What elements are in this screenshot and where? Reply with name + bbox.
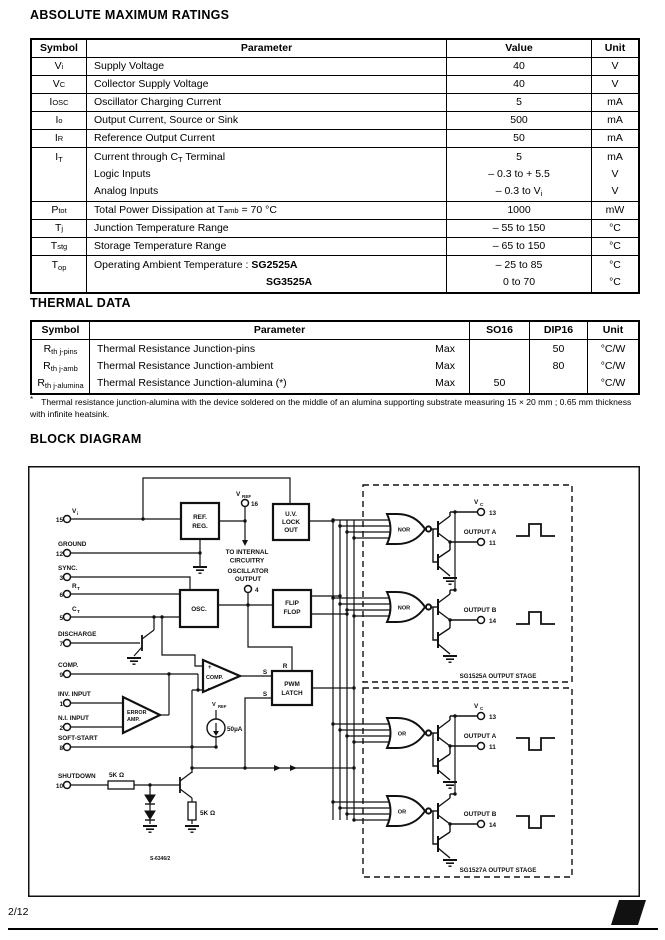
table-row	[32, 238, 638, 256]
footnote	[30, 394, 634, 420]
output-a-label: OUTPUT A	[463, 529, 497, 536]
pin-label-shutdown: SHUTDOWN	[58, 773, 96, 780]
header-symbol: Symbol	[32, 322, 90, 339]
svg-text:i: i	[77, 511, 79, 516]
uv-lockout-label: U.V.	[285, 511, 297, 518]
symbol-cell: T stg	[32, 238, 87, 255]
pin-label-soft-start: SOFT-START	[58, 735, 98, 742]
section-title-thermal-data: THERMAL DATA	[30, 296, 131, 310]
value-cell: 1000	[447, 202, 592, 219]
stage1-label: SG1525A OUTPUT STAGE	[459, 673, 537, 680]
pin-number: 11	[489, 744, 496, 751]
pin-number: 14	[489, 618, 497, 625]
pin-number: 6	[59, 592, 63, 599]
table-row-multiline	[32, 148, 638, 202]
nor-gate-label: NOR	[397, 605, 411, 612]
svg-text:C: C	[480, 502, 484, 507]
pin-label-rt: R	[72, 583, 77, 590]
table-row	[32, 58, 638, 76]
output-b-label: OUTPUT B	[463, 607, 497, 614]
parameter-cell: Current through $C_T$ Terminal Logic Inputs Analog Inputs	[87, 148, 447, 201]
value-cell: 5 – 0.3 to + 5.5 – 0.3 to $V_i$	[447, 148, 592, 201]
pin-number: 12	[55, 551, 63, 558]
oscillator-output-label: OSCILLATOR	[227, 568, 269, 575]
parameter-cell: Supply Voltage	[87, 58, 447, 75]
to-internal-circuitry-label: TO INTERNAL	[225, 549, 269, 556]
symbol-cell: I OSC	[32, 94, 87, 111]
parameter-cell: Output Current, Source or Sink	[87, 112, 447, 129]
unit-cell: mA	[607, 114, 623, 126]
parameter-cell: Collector Supply Voltage	[87, 76, 447, 93]
value-cell: 50	[447, 130, 592, 147]
pin-label-discharge: DISCHARGE	[58, 631, 97, 638]
symbol-cell: $R_{th j-pins}$ $R_{th j-amb}$ $R_{th j-alumina}$	[32, 340, 90, 393]
svg-text:T: T	[77, 609, 80, 614]
unit-cell: °C/W °C/W °C/W	[600, 343, 626, 389]
unit-cell: °C	[609, 222, 621, 234]
svg-text:OUTPUT: OUTPUT	[234, 576, 262, 583]
pin-label-ct: C	[72, 606, 77, 613]
table-row	[32, 94, 638, 112]
value-cell: – 25 to 85 0 to 70	[447, 256, 592, 292]
pin-number: 2	[59, 725, 63, 732]
value-cell: – 65 to 150	[447, 238, 592, 255]
table-row	[32, 76, 638, 94]
pin-number: 5	[59, 615, 63, 622]
parameter-cell: Thermal Resistance Junction-pins Max Thermal Resistance Junction-ambient Max Thermal Resistance Junction-alumina (*) Max	[90, 340, 470, 393]
table-row	[32, 130, 638, 148]
value-cell: – 55 to 150	[447, 220, 592, 237]
vref-source-label: V	[212, 702, 216, 708]
osc-label: OSC.	[191, 606, 207, 613]
header-value: Value	[447, 40, 592, 57]
nor-gate-label: NOR	[397, 527, 411, 534]
st-logo-text: ST	[618, 906, 638, 923]
so16-cell: 50	[470, 340, 530, 393]
symbol-cell: T j	[32, 220, 87, 237]
table-row-multiline	[32, 256, 638, 292]
pin-label-vi: V	[72, 508, 77, 515]
svg-text:REG.: REG.	[192, 523, 208, 530]
svg-text:FLOP: FLOP	[283, 609, 301, 616]
pwm-latch-label: PWM	[284, 681, 300, 688]
pin-label-ground: GROUND	[58, 541, 87, 548]
pin-number: 1	[59, 701, 63, 708]
section-title-block-diagram: BLOCK DIAGRAM	[30, 432, 142, 446]
svg-text:OUT: OUT	[284, 527, 298, 534]
figure-number: S-6346/2	[150, 856, 171, 862]
vc-pin-label: V	[474, 703, 479, 710]
dip16-cell: 50 80	[530, 340, 588, 393]
svg-text:C: C	[480, 706, 484, 711]
block-diagram	[28, 466, 640, 902]
parameter-cell: Junction Temperature Range	[87, 220, 447, 237]
unit-cell: °C °C	[609, 259, 621, 288]
pwm-latch-block	[272, 671, 312, 705]
symbol-cell: I R	[32, 130, 87, 147]
header-parameter: Parameter	[90, 322, 470, 339]
flip-flop-label: FLIP	[285, 600, 299, 607]
svg-text:T: T	[77, 586, 80, 591]
st-logo	[604, 898, 648, 933]
symbol-cell: P tot	[32, 202, 87, 219]
symbol-cell: I o	[32, 112, 87, 129]
svg-text:LOCK: LOCK	[281, 519, 301, 526]
symbol-cell: $I_T$	[32, 148, 87, 201]
svg-text:REF: REF	[242, 494, 252, 499]
parameter-cell: Storage Temperature Range	[87, 238, 447, 255]
value-cell: 40	[447, 58, 592, 75]
svg-text:REF: REF	[218, 704, 227, 709]
current-source-50ua	[207, 719, 225, 737]
pin-number: 9	[59, 672, 63, 679]
unit-cell: V	[611, 78, 619, 90]
latch-r-label: R	[282, 663, 288, 670]
table-header-row	[32, 40, 638, 58]
unit-cell: mA	[607, 132, 623, 144]
block-diagram-svg	[28, 466, 640, 897]
output-a-label: OUTPUT A	[463, 733, 497, 740]
header-so16: SO16	[470, 322, 530, 339]
pin-number: 16	[251, 501, 259, 508]
pin-number: 13	[489, 510, 497, 517]
parameter-cell: Reference Output Current	[87, 130, 447, 147]
unit-cell: mW	[605, 204, 625, 216]
footer-rule	[8, 928, 658, 930]
pin-label-vref: V	[236, 491, 241, 498]
table-row	[32, 220, 638, 238]
pin-number: 15	[55, 517, 63, 524]
footnote-text: Thermal resistance junction-alumina with the device soldered on the middle of an alumina supporting substrate measuring 15 × 20 mm ; 0.65 mm thickness with infinite heatsink.	[30, 397, 632, 419]
pin-label-sync: SYNC.	[58, 565, 78, 572]
resistor-label: 5K Ω	[109, 772, 125, 779]
parameter-cell: Operating Ambient Temperature : SG2525A SG3525A	[87, 256, 447, 292]
resistor-label: 5K Ω	[200, 810, 216, 817]
current-source-label: 50µA	[227, 726, 243, 733]
svg-text:–: –	[208, 686, 212, 692]
table-row	[32, 202, 638, 220]
symbol-cell: $T_{op}$	[32, 256, 87, 292]
or-gate-label: OR	[397, 731, 407, 738]
pin-label-comp: COMP.	[58, 662, 79, 669]
header-symbol: Symbol	[32, 40, 87, 57]
parameter-cell: Oscillator Charging Current	[87, 94, 447, 111]
pin-number: 10	[55, 783, 63, 790]
header-parameter: Parameter	[87, 40, 447, 57]
pin-number: 3	[59, 575, 63, 582]
pin-number: 8	[59, 745, 63, 752]
ref-reg-block	[181, 503, 219, 539]
thermal-data-table	[30, 320, 640, 395]
stage2-label: SG1527A OUTPUT STAGE	[459, 867, 537, 874]
header-unit: Unit	[604, 42, 626, 54]
comparator-label: COMP.	[206, 675, 223, 681]
pin-number: 13	[489, 714, 497, 721]
unit-cell: V	[611, 60, 619, 72]
svg-text:AMP.: AMP.	[127, 717, 140, 723]
svg-text:CIRCUITRY: CIRCUITRY	[229, 557, 265, 565]
pin-number: 11	[489, 540, 496, 547]
pin-number: 14	[489, 822, 497, 829]
page-number: 2/12	[8, 906, 29, 918]
vc-pin-label: V	[474, 499, 479, 506]
unit-cell: °C	[609, 240, 621, 252]
ref-reg-label: REF.	[193, 514, 207, 521]
header-unit: Unit	[602, 324, 624, 336]
table-body-block	[32, 340, 638, 393]
footnote-marker: *	[30, 395, 34, 404]
svg-text:LATCH: LATCH	[281, 690, 303, 697]
symbol-cell: V i	[32, 58, 87, 75]
value-cell: 40	[447, 76, 592, 93]
header-dip16: DIP16	[530, 322, 588, 339]
output-b-label: OUTPUT B	[463, 811, 497, 818]
value-cell: 500	[447, 112, 592, 129]
pin-label-ni-input: N.I. INPUT	[58, 715, 89, 722]
table-row	[32, 112, 638, 130]
latch-s-label: S	[262, 669, 268, 676]
table-header-row	[32, 322, 638, 340]
abs-max-table	[30, 38, 640, 294]
pin-number: 4	[255, 587, 259, 594]
unit-cell: mA	[607, 96, 623, 108]
parameter-cell: Total Power Dissipation at T amb = 70 °C	[87, 202, 447, 219]
pin-label-inv-input: INV. INPUT	[58, 691, 91, 698]
pin-number: 7	[59, 641, 63, 648]
symbol-cell: V C	[32, 76, 87, 93]
section-title-absolute-maximum-ratings: ABSOLUTE MAXIMUM RATINGS	[30, 8, 230, 22]
latch-s-label: S	[262, 691, 268, 698]
error-amp-label: ERROR	[127, 710, 147, 716]
svg-text:+: +	[208, 665, 212, 671]
or-gate-label: OR	[397, 809, 407, 816]
unit-cell: mA V V	[607, 151, 623, 197]
value-cell: 5	[447, 94, 592, 111]
